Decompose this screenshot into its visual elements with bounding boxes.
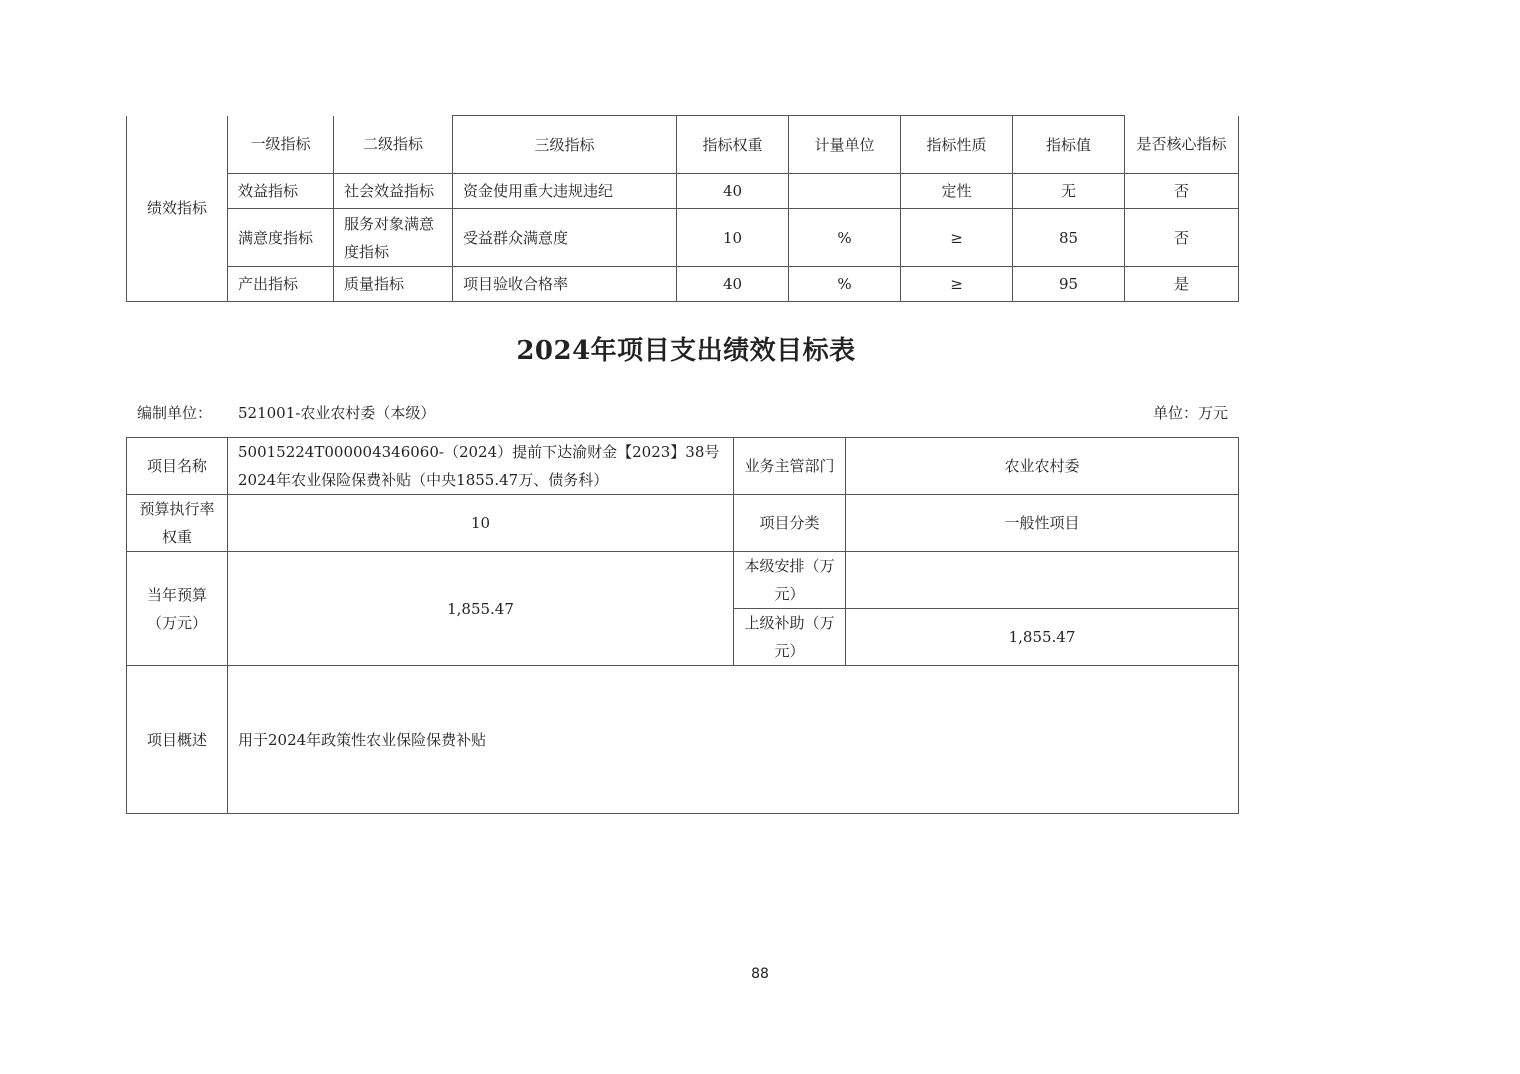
- org-label: 编制单位：: [137, 404, 213, 422]
- category-label: 项目分类: [734, 495, 846, 552]
- table-cell: 质量指标: [334, 267, 453, 302]
- table-row: [127, 209, 1239, 267]
- table-cell: 项目验收合格率: [453, 267, 677, 302]
- table-cell: ≥: [901, 209, 1013, 267]
- project-name-value: 50015224T000004346060-（2024）提前下达渝财金【2023】38号2024年农业保险保费补贴（中央1855.47万、债务科）: [228, 438, 734, 495]
- table-cell: 服务对象满意度指标: [334, 209, 453, 267]
- table-cell: 95: [1013, 267, 1125, 302]
- local-value: [846, 552, 1239, 609]
- budget-label: 当年预算（万元）: [127, 552, 228, 666]
- section-label: 绩效指标: [127, 116, 228, 302]
- table-cell: 是: [1125, 267, 1239, 302]
- table-cell: 否: [1125, 209, 1239, 267]
- table-cell: %: [789, 209, 901, 267]
- project-info-table: [126, 437, 1239, 814]
- header-cell: 二级指标: [334, 116, 453, 174]
- table-cell: 否: [1125, 174, 1239, 209]
- table-cell: 资金使用重大违规违纪: [453, 174, 677, 209]
- project-name-label: 项目名称: [127, 438, 228, 495]
- table-cell: 85: [1013, 209, 1125, 267]
- upper-label: 上级补助（万元）: [734, 609, 846, 666]
- table-row: [127, 174, 1239, 209]
- upper-value: 1,855.47: [846, 609, 1239, 666]
- table-cell: [789, 174, 901, 209]
- page-title: 2024年项目支出绩效目标表: [516, 336, 856, 366]
- table-cell: 产出指标: [228, 267, 334, 302]
- header-cell: 一级指标: [228, 116, 334, 174]
- performance-indicator-table: [126, 115, 1239, 302]
- overview-label: 项目概述: [127, 666, 228, 814]
- table-cell: 40: [677, 267, 789, 302]
- table-cell: 满意度指标: [228, 209, 334, 267]
- dept-label: 业务主管部门: [734, 438, 846, 495]
- header-cell: 三级指标: [453, 116, 677, 174]
- header-cell: 指标权重: [677, 116, 789, 174]
- table-cell: 10: [677, 209, 789, 267]
- dept-value: 农业农村委: [846, 438, 1239, 495]
- table-cell: 社会效益指标: [334, 174, 453, 209]
- exec-weight-label: 预算执行率权重: [127, 495, 228, 552]
- table-cell: 无: [1013, 174, 1125, 209]
- local-label: 本级安排（万元）: [734, 552, 846, 609]
- table-row: [127, 267, 1239, 302]
- page-number: 88: [751, 966, 769, 982]
- table-cell: %: [789, 267, 901, 302]
- table-cell: ≥: [901, 267, 1013, 302]
- header-cell: 计量单位: [789, 116, 901, 174]
- unit-label: 单位：万元: [1152, 404, 1228, 422]
- table-cell: 定性: [901, 174, 1013, 209]
- overview-value: 用于2024年政策性农业保险保费补贴: [228, 666, 1239, 814]
- header-cell: 是否核心指标: [1125, 116, 1239, 174]
- table-cell: 受益群众满意度: [453, 209, 677, 267]
- org-value: 521001-农业农村委（本级）: [238, 404, 436, 422]
- header-cell: 指标性质: [901, 116, 1013, 174]
- table-cell: 40: [677, 174, 789, 209]
- budget-value: 1,855.47: [228, 552, 734, 666]
- category-value: 一般性项目: [846, 495, 1239, 552]
- table-cell: 效益指标: [228, 174, 334, 209]
- exec-weight-value: 10: [228, 495, 734, 552]
- header-cell: 指标值: [1013, 116, 1125, 174]
